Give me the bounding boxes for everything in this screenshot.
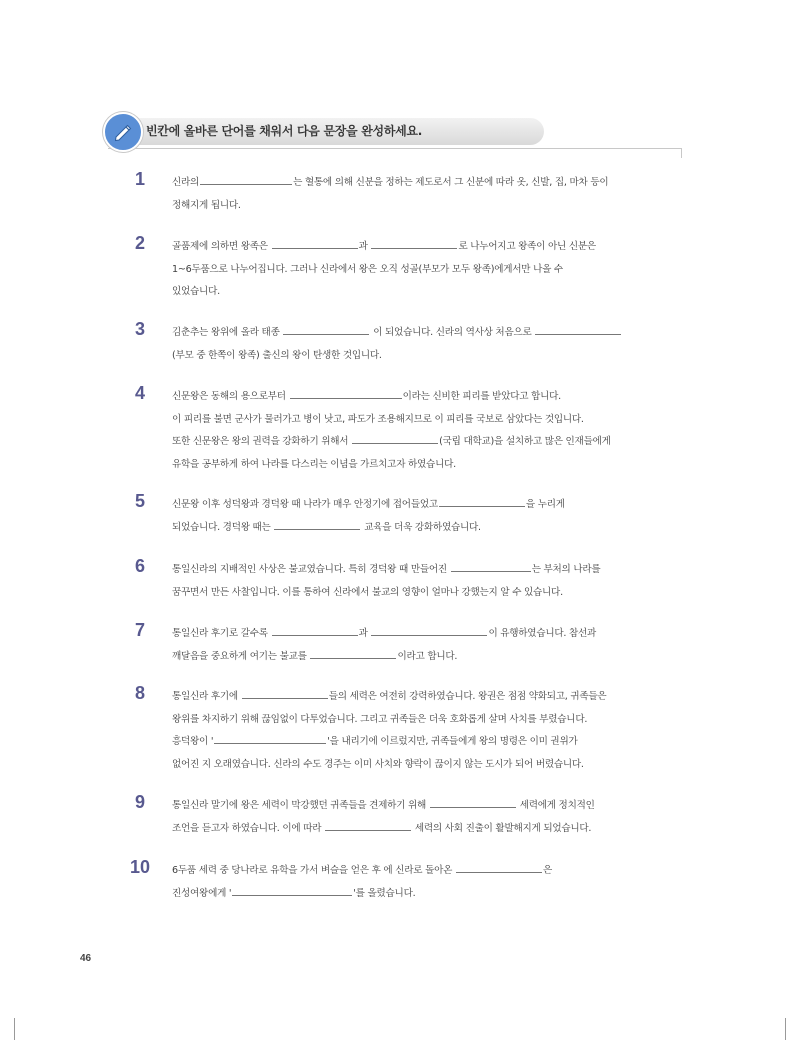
text-segment: 을 누리게 bbox=[525, 499, 565, 510]
question-text bbox=[172, 172, 692, 217]
page-number: 46 bbox=[80, 953, 92, 964]
answer-blank[interactable] bbox=[214, 732, 326, 744]
answer-blank[interactable] bbox=[272, 624, 358, 636]
answer-blank[interactable] bbox=[451, 560, 531, 572]
text-segment: 1~6두품으로 나누어집니다. 그러나 신라에서 왕은 오직 성골(부모가 모두 왕족)에게서만 나올 수 bbox=[172, 263, 563, 275]
question-text bbox=[172, 494, 692, 539]
text-segment: 교육을 더욱 강화하였습니다. bbox=[364, 521, 481, 533]
answer-blank[interactable] bbox=[430, 796, 516, 808]
text-segment: 왕위를 차지하기 위해 끊임없이 다투었습니다. 그리고 귀족들은 더욱 호화롭게 살며 사치를 부렸습니다. bbox=[172, 713, 588, 725]
question-number: 9 bbox=[134, 792, 145, 812]
text-segment: 이 피리를 불면 군사가 물러가고 병이 낫고, 파도가 조용해지므로 이 피리를 국보로 삼았다는 것입니다. bbox=[172, 413, 584, 425]
question-number: 4 bbox=[134, 383, 145, 403]
text-segment: 6두품 세력 중 당나라로 유학을 가서 벼슬을 얻은 후 에 신라로 돌아온 bbox=[172, 865, 453, 876]
text-segment: 이라고 합니다. bbox=[397, 650, 458, 662]
answer-blank[interactable] bbox=[242, 687, 328, 699]
text-segment: 김춘추는 왕위에 올라 태종 bbox=[172, 327, 280, 338]
answer-blank[interactable] bbox=[200, 173, 292, 185]
text-segment: '를 올렸습니다. bbox=[353, 887, 416, 899]
text-segment: (국립 대학교)을 설치하고 많은 인재들에게 bbox=[439, 436, 611, 447]
text-segment: 이 되었습니다. 신라의 역사상 처음으로 bbox=[373, 327, 532, 338]
answer-blank[interactable] bbox=[439, 495, 525, 507]
instruction-text: 빈칸에 올바른 단어를 채워서 다음 문장을 완성하세요. bbox=[146, 124, 422, 138]
text-segment: 이 유행하였습니다. 참선과 bbox=[488, 628, 597, 639]
question-number: 7 bbox=[134, 620, 145, 640]
text-segment: 흥덕왕이 ' bbox=[172, 736, 214, 747]
text-segment: 세력에게 정치적인 bbox=[519, 800, 595, 811]
crop-mark bbox=[785, 1018, 786, 1040]
text-segment: 이라는 신비한 피리를 받았다고 합니다. bbox=[402, 391, 561, 402]
text-segment: 진성여왕에게 ' bbox=[172, 887, 232, 899]
text-segment: 있었습니다. bbox=[172, 286, 220, 297]
text-segment: 통일신라 후기에 bbox=[172, 691, 238, 702]
question-number: 5 bbox=[134, 491, 145, 511]
text-segment: 되었습니다. 경덕왕 때는 bbox=[172, 521, 271, 533]
answer-blank[interactable] bbox=[283, 323, 369, 335]
text-segment: 통일신라 말기에 왕은 세력이 막강했던 귀족들을 견제하기 위해 bbox=[172, 800, 427, 811]
question-text bbox=[172, 860, 692, 905]
text-segment: 은 bbox=[542, 865, 552, 876]
question-text bbox=[172, 386, 692, 476]
text-segment: 는 부처의 나라를 bbox=[531, 564, 601, 575]
answer-blank[interactable] bbox=[371, 624, 487, 636]
question-number: 6 bbox=[134, 556, 145, 576]
answer-blank[interactable] bbox=[456, 861, 542, 873]
text-segment: 통일신라 후기로 갈수록 bbox=[172, 628, 268, 639]
answer-blank[interactable] bbox=[290, 387, 402, 399]
question-number: 10 bbox=[129, 857, 151, 877]
question-number: 3 bbox=[134, 319, 145, 339]
text-segment: 세력의 사회 진출이 활발해지게 되었습니다. bbox=[414, 822, 592, 834]
text-segment: 신문왕은 동해의 용으로부터 bbox=[172, 391, 286, 402]
question-text bbox=[172, 236, 692, 304]
text-segment: 정해지게 됩니다. bbox=[172, 199, 241, 211]
text-segment: 는 혈통에 의해 신분을 정하는 제도로서 그 신분에 따라 옷, 신발, 집, 마차 등이 bbox=[293, 177, 609, 188]
text-segment: 과 bbox=[358, 628, 368, 639]
answer-blank[interactable] bbox=[535, 323, 621, 335]
answer-blank[interactable] bbox=[352, 432, 438, 444]
text-segment: 신문왕 이후 성덕왕과 경덕왕 때 나라가 매우 안정기에 접어들었고 bbox=[172, 499, 438, 510]
header-divider-end bbox=[681, 148, 682, 158]
answer-blank[interactable] bbox=[272, 237, 358, 249]
question-text bbox=[172, 322, 692, 367]
pencil-badge bbox=[103, 112, 143, 152]
header-divider bbox=[108, 148, 682, 149]
question-text bbox=[172, 623, 692, 668]
answer-blank[interactable] bbox=[232, 884, 352, 896]
text-segment: 들의 세력은 여전히 강력하였습니다. 왕권은 점점 약화되고, 귀족들은 bbox=[328, 691, 607, 702]
text-segment: 로 나누어지고 왕족이 아닌 신분은 bbox=[458, 241, 596, 252]
text-segment: '을 내리기에 이르렀지만, 귀족들에게 왕의 명령은 이미 권위가 bbox=[327, 736, 578, 747]
answer-blank[interactable] bbox=[371, 237, 457, 249]
question-text bbox=[172, 795, 692, 840]
text-segment: 통일신라의 지배적인 사상은 불교였습니다. 특히 경덕왕 때 만들어진 bbox=[172, 564, 447, 575]
answer-blank[interactable] bbox=[310, 647, 396, 659]
answer-blank[interactable] bbox=[274, 518, 360, 530]
text-segment: 꿈꾸면서 만든 사찰입니다. 이를 통하여 신라에서 불교의 영향이 얼마나 강했는지 알 수 있습니다. bbox=[172, 586, 563, 598]
text-segment: 과 bbox=[358, 241, 368, 252]
text-segment: 조언을 듣고자 하였습니다. 이에 따라 bbox=[172, 822, 322, 834]
answer-blank[interactable] bbox=[325, 819, 411, 831]
text-segment: 없어진 지 오래였습니다. 신라의 수도 경주는 이미 사치와 향락이 끊이지 않는 도시가 되어 버렸습니다. bbox=[172, 758, 584, 770]
question-number: 2 bbox=[134, 233, 145, 253]
pencil-icon bbox=[113, 122, 133, 142]
text-segment: 또한 신문왕은 왕의 권력을 강화하기 위해서 bbox=[172, 436, 349, 447]
crop-mark bbox=[14, 1018, 15, 1040]
question-number: 1 bbox=[134, 169, 145, 189]
question-text bbox=[172, 559, 692, 604]
question-number: 8 bbox=[134, 683, 145, 703]
text-segment: 골품제에 의하면 왕족은 bbox=[172, 241, 268, 252]
text-segment: 신라의 bbox=[172, 177, 200, 188]
text-segment: (부모 중 한쪽이 왕족) 출신의 왕이 탄생한 것입니다. bbox=[172, 349, 382, 361]
text-segment: 깨달음을 중요하게 여기는 불교를 bbox=[172, 650, 307, 662]
question-text bbox=[172, 686, 692, 776]
text-segment: 유학을 공부하게 하여 나라를 다스리는 이념을 가르치고자 하였습니다. bbox=[172, 458, 456, 470]
